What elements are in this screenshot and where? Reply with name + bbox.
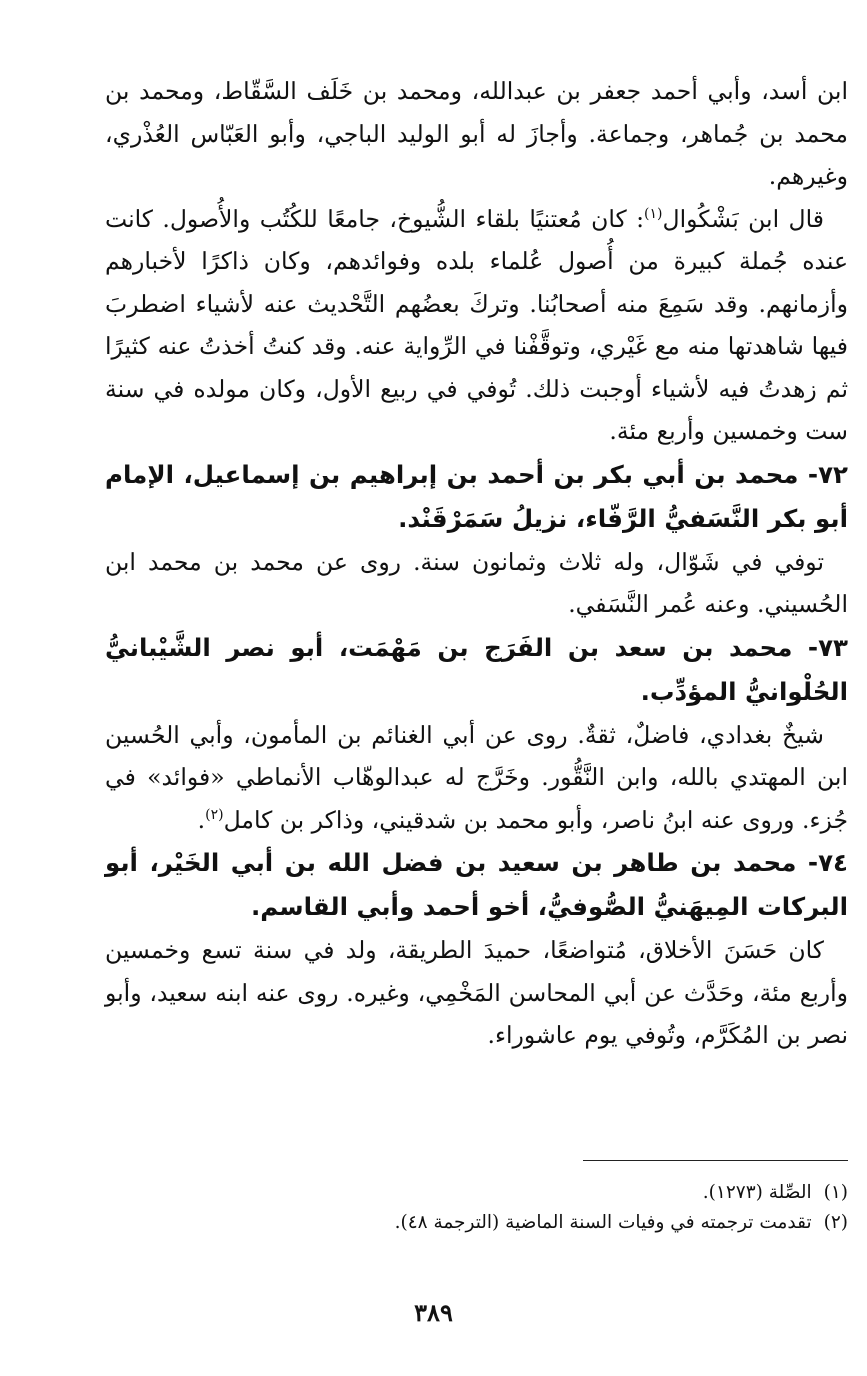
paragraph-entry-74: كان حَسَنَ الأخلاق، مُتواضعًا، حميدَ الطريقة، ولد في سنة تسع وخمسين وأربع مئة، وحَدَّث عن أبي المحاسن المَخْمِي، وغيره. روى عنه ابنه سعيد، وأبو نصر بن المُكَرَّم، وتُوفي يوم عاشوراء. — [105, 936, 848, 1049]
page-number: ٣٨٩ — [414, 1298, 453, 1327]
footnote-text: الصِّلة (١٢٧٣). — [702, 1182, 812, 1203]
footnote-ref-1: (١) — [644, 205, 663, 222]
footnotes — [105, 1178, 848, 1238]
entry-heading-74: ٧٤- محمد بن طاهر بن سعيد بن فضل الله بن أبي الخَيْر، أبو البركات المِيهَنيُّ الصُّوفيُّ، أخو أحمد وأبي القاسم. — [105, 848, 848, 921]
entry-heading-72: ٧٢- محمد بن أبي بكر بن أحمد بن إبراهيم بن إسماعيل، الإمام أبو بكر النَّسَفيُّ الرَّفّاء، نزيلُ سَمَرْقَنْد. — [105, 459, 848, 533]
paragraph-4-end: . — [197, 805, 206, 834]
page-body — [105, 70, 848, 1057]
footnote-2 — [105, 1208, 848, 1238]
paragraph-1: ابن أسد، وأبي أحمد جعفر بن عبدالله، ومحمد بن خَلَف السَّقّاط، ومحمد بن محمد بن جُماهر، وجماعة. وأجازَ له أبو الوليد الباجي، وأبو العَبّاس العُذْري، وغيرهم. — [105, 77, 848, 190]
paragraph-2-lead: قال ابن بَشْكُوال — [662, 204, 825, 233]
footnote-ref-2: (٢) — [205, 806, 224, 823]
footnote-1 — [105, 1178, 848, 1208]
paragraph-entry-72: توفي في شَوّال، وله ثلاث وثمانون سنة. روى عن محمد بن محمد ابن الحُسيني. وعنه عُمر النَّسَفي. — [105, 547, 848, 618]
paragraph-4-body: شيخٌ بغدادي، فاضلٌ، ثقةٌ. روى عن أبي الغنائم بن المأمون، وأبي الحُسين ابن المهتدي بالله، وابن النَّقُّور. وخَرَّج له عبدالوهّاب الأنماطي «فوائد» في جُزء. وروى عنه ابنُ ناصر، وأبو محمد بن شدقيني، وذاكر بن كامل — [105, 720, 848, 834]
footnote-text: تقدمت ترجمته في وفيات السنة الماضية (الترجمة ٤٨). — [394, 1212, 812, 1233]
paragraph-entry-73 — [105, 714, 848, 842]
paragraph-2-body: : كان مُعتنيًا بلقاء الشُّيوخ، جامعًا للكُتُب والأُصول. كانت عنده جُملة كبيرة من أُصول عُلماء بلده وفوائدهم، وكان ذاكرًا لأخبارهم وأزمانهم. وقد سَمِعَ منه أصحابُنا. وتركَ بعضُهم التَّحْديث عنه لأشياء اضطربَ فيها شاهدتها منه مع غَيْري، وتوقَّفْنا في الرِّواية عنه. وقد كنتُ أخذتُ عنه كثيرًا ثم زهدتُ فيه لأشياء أوجبت ذلك. تُوفي في ربيع الأول، وكان مولده في سنة ست وخمسين وأربع مئة. — [105, 204, 848, 445]
paragraph-ibn-bashkuwal — [105, 198, 848, 453]
footnote-divider — [583, 1160, 848, 1161]
footnote-number: (٢) — [823, 1212, 848, 1233]
footnote-number: (١) — [823, 1182, 848, 1203]
entry-heading-73: ٧٣- محمد بن سعد بن الفَرَج بن مَهْمَت، أبو نصر الشَّيْبانيُّ الحُلْوانيُّ المؤدِّب. — [105, 632, 848, 706]
